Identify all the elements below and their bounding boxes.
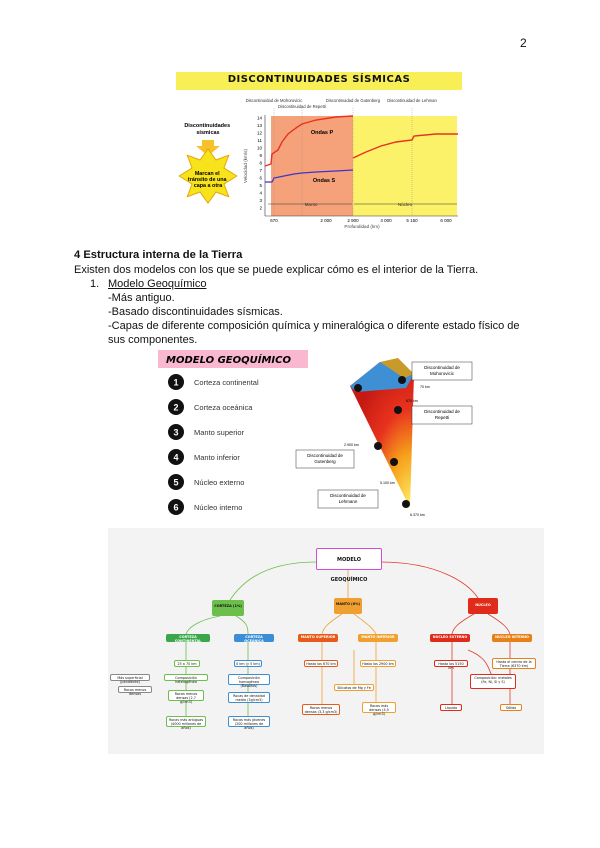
disc-text-1-line2: Mohorovicic — [429, 371, 455, 376]
ocean-composition: Composición homogénea (Basaltos) — [228, 674, 270, 685]
link-nucleo-nint — [488, 614, 510, 634]
link-manto-minf — [354, 614, 376, 634]
fig2-title: MODELO GEOQUÍMICO — [166, 355, 291, 366]
nucleo-node: NÚCLEO — [468, 598, 498, 614]
cont-thickness: 25 a 70 km — [174, 660, 200, 667]
link-corteza-ocean — [236, 616, 248, 634]
disc-label-moho: Discontinuidad de Mohorovicic — [245, 98, 303, 103]
depth-1: 70 km — [420, 385, 430, 389]
y-axis-label: Velocidad (km/s) — [243, 149, 248, 183]
model-title: Modelo Geoquímico — [108, 278, 207, 290]
seismic-chart — [176, 72, 462, 228]
section-heading: 4 Estructura interna de la Tierra — [74, 249, 243, 261]
y-tick-label: 3 — [259, 198, 262, 203]
layer-list — [168, 374, 259, 515]
msup-depth: Hasta los 670 km — [304, 660, 338, 667]
link-nucleo-composicion — [468, 650, 492, 676]
marker-2 — [354, 384, 362, 392]
marker-3 — [394, 406, 402, 414]
manto-node: MANTO (6%) — [334, 598, 362, 614]
ocean-thickness: 0 km (y 5 km) — [234, 660, 262, 667]
cont-node: CORTEZA CONTINENTAL — [166, 634, 210, 642]
geochemical-mindmap — [108, 528, 544, 754]
ocean-age: Rocas más jóvenes (200 millones de años) — [228, 716, 270, 727]
p-wave-label: Ondas P — [310, 130, 334, 136]
depth-3: 2.900 km — [344, 443, 359, 447]
mantle-label: Manto — [304, 202, 318, 207]
layer-label: Manto inferior — [194, 453, 240, 462]
marker-1 — [398, 376, 406, 384]
link-nucleo-next — [452, 614, 474, 634]
y-tick-label: 8 — [259, 160, 262, 166]
marker-5 — [390, 458, 398, 466]
disc-text-4-line2: Lehmann — [338, 499, 358, 504]
nint-state: Sólido — [500, 704, 522, 711]
link-manto-msup — [322, 614, 342, 634]
minf-depth: Hasta los 2900 km — [360, 660, 396, 667]
link-root-corteza — [230, 562, 316, 600]
ocean-density: Rocas de densidad media (3g/cm3) — [228, 692, 270, 703]
y-tick-label: 11 — [257, 138, 262, 143]
depth-5: 6.370 km — [410, 513, 425, 517]
marker-4 — [374, 442, 382, 450]
cont-density: Rocas menos densas (2,7 g/cm3) — [168, 690, 204, 701]
layer-number: 4 — [173, 452, 179, 463]
y-tick-label: 12 — [256, 130, 262, 136]
minf-node: MANTO INFERIOR — [358, 634, 398, 642]
x-tick-label: 5 150 — [406, 218, 418, 223]
y-ticks — [257, 116, 263, 211]
disc-label-gutenberg: Discontinuidad de Gutenberg — [325, 98, 381, 103]
nint-node: NÚCLEO INTERNO — [492, 634, 532, 642]
x-tick-label: 2 900 — [347, 218, 359, 223]
model-line-2: -Basado discontinuidades sísmicas. — [108, 306, 283, 318]
msup-node: MANTO SUPERIOR — [298, 634, 338, 642]
ocean-node: CORTEZA OCEÁNICA — [234, 634, 274, 642]
layer-label: Núcleo externo — [194, 478, 245, 487]
cont-note-2: Rocas menos densas — [118, 686, 152, 693]
marker-6 — [402, 500, 410, 508]
callout-label-line1: Discontinuidades — [184, 123, 231, 129]
disc-text-2-line1: Discontinuidad de — [424, 409, 460, 414]
core-zone — [353, 116, 457, 216]
y-tick-label: 6 — [259, 175, 262, 181]
minf-density: Rocas más densas (4,5 g/cm3) — [362, 702, 396, 713]
layer-number: 2 — [173, 402, 179, 413]
x-tick-label: 670 — [270, 218, 278, 223]
layer-number: 3 — [173, 427, 179, 438]
disc-text-4-line1: Discontinuidad de — [330, 493, 366, 498]
layer-label: Manto superior — [194, 428, 245, 437]
callout-text-line1: Marcan el — [194, 171, 220, 177]
cont-note-1: Más superficial (pendiente) — [110, 674, 150, 681]
link-corteza-cont — [186, 616, 220, 634]
disc-text-3-line2: Gutenberg — [314, 459, 336, 464]
disc-label-repetti: Discontinuidad de Repetti — [278, 104, 326, 109]
y-tick-label: 4 — [259, 190, 262, 196]
section-intro: Existen dos modelos con los que se puede explicar cómo es el interior de la Tierra. — [74, 264, 479, 276]
x-tick-label: 6 000 — [440, 218, 452, 223]
callout-label — [184, 123, 231, 136]
x-axis-label: Profundidad (km) — [344, 224, 380, 229]
s-wave-label: Ondas S — [312, 178, 336, 184]
depth-2: 670 km — [406, 399, 418, 403]
nint-depth: Hasta el centro de la Tierra (6370 km) — [492, 658, 536, 669]
root-node: MODELO GEOQUÍMICO — [316, 548, 382, 570]
seismic-discontinuities-figure — [176, 72, 462, 228]
disc-text-3-line1: Discontinuidad de — [307, 453, 343, 458]
next-node: NÚCLEO EXTERNO — [430, 634, 470, 642]
depth-4: 5.100 km — [380, 481, 395, 485]
layer-label: Corteza continental — [194, 378, 259, 387]
model-line-1: -Más antiguo. — [108, 292, 175, 304]
cont-composition: Composición heterogénea — [164, 674, 208, 681]
layer-number: 5 — [173, 477, 179, 488]
layer-label: Corteza oceánica — [194, 403, 253, 412]
y-tick-label: 2 — [259, 205, 262, 211]
page-number: 2 — [520, 36, 527, 50]
y-tick-label: 13 — [256, 123, 262, 128]
y-tick-label: 14 — [256, 115, 262, 121]
corteza-node: CORTEZA (1%) — [212, 600, 244, 616]
x-tick-label: 4 000 — [380, 218, 392, 223]
layer-label: Núcleo interno — [194, 503, 243, 512]
x-ticks — [270, 218, 452, 223]
disc-label-lehman: Discontinuidad de Lehman — [387, 98, 437, 103]
model-line-4: sus componentes. — [108, 334, 198, 346]
callout-label-line2: sísmicas — [196, 130, 220, 136]
disc-text-2-line2: Repetti — [434, 415, 450, 420]
link-root-nucleo — [380, 562, 478, 598]
y-tick-label: 10 — [256, 145, 262, 151]
nucleo-composition: Composición: metales (Fe, Ni, Si y S) — [470, 674, 516, 689]
model-line-3: -Capas de diferente composición química y mineralógica o diferente estado físico de — [108, 320, 520, 332]
geochemical-model-figure — [158, 348, 460, 520]
manto-silicates: Silicatos de Mg y Fe — [334, 684, 374, 691]
y-tick-label: 7 — [259, 168, 262, 173]
next-state: Líquido — [440, 704, 462, 711]
x-tick-label: 2 000 — [320, 218, 332, 223]
y-tick-label: 9 — [259, 153, 262, 158]
disc-text-1-line1: Discontinuidad de — [424, 365, 460, 370]
figure-title: DISCONTINUIDADES SÍSMICAS — [227, 74, 411, 85]
layer-number: 1 — [173, 377, 179, 388]
msup-density: Rocas menos densas (3,3 g/cm3) — [302, 704, 340, 715]
callout-text-line2: tránsito de una — [187, 177, 227, 183]
core-label: Núcleo — [397, 202, 413, 207]
layer-number: 6 — [173, 502, 179, 513]
cont-age: Rocas más antiguas (4000 millones de años) — [166, 716, 206, 727]
list-marker: 1. — [90, 278, 100, 290]
callout-text-line3: capa a otra — [193, 183, 223, 189]
next-depth: Hasta los 5150 km — [434, 660, 468, 667]
y-tick-label: 5 — [259, 183, 262, 188]
geochemical-model-diagram — [158, 348, 460, 520]
